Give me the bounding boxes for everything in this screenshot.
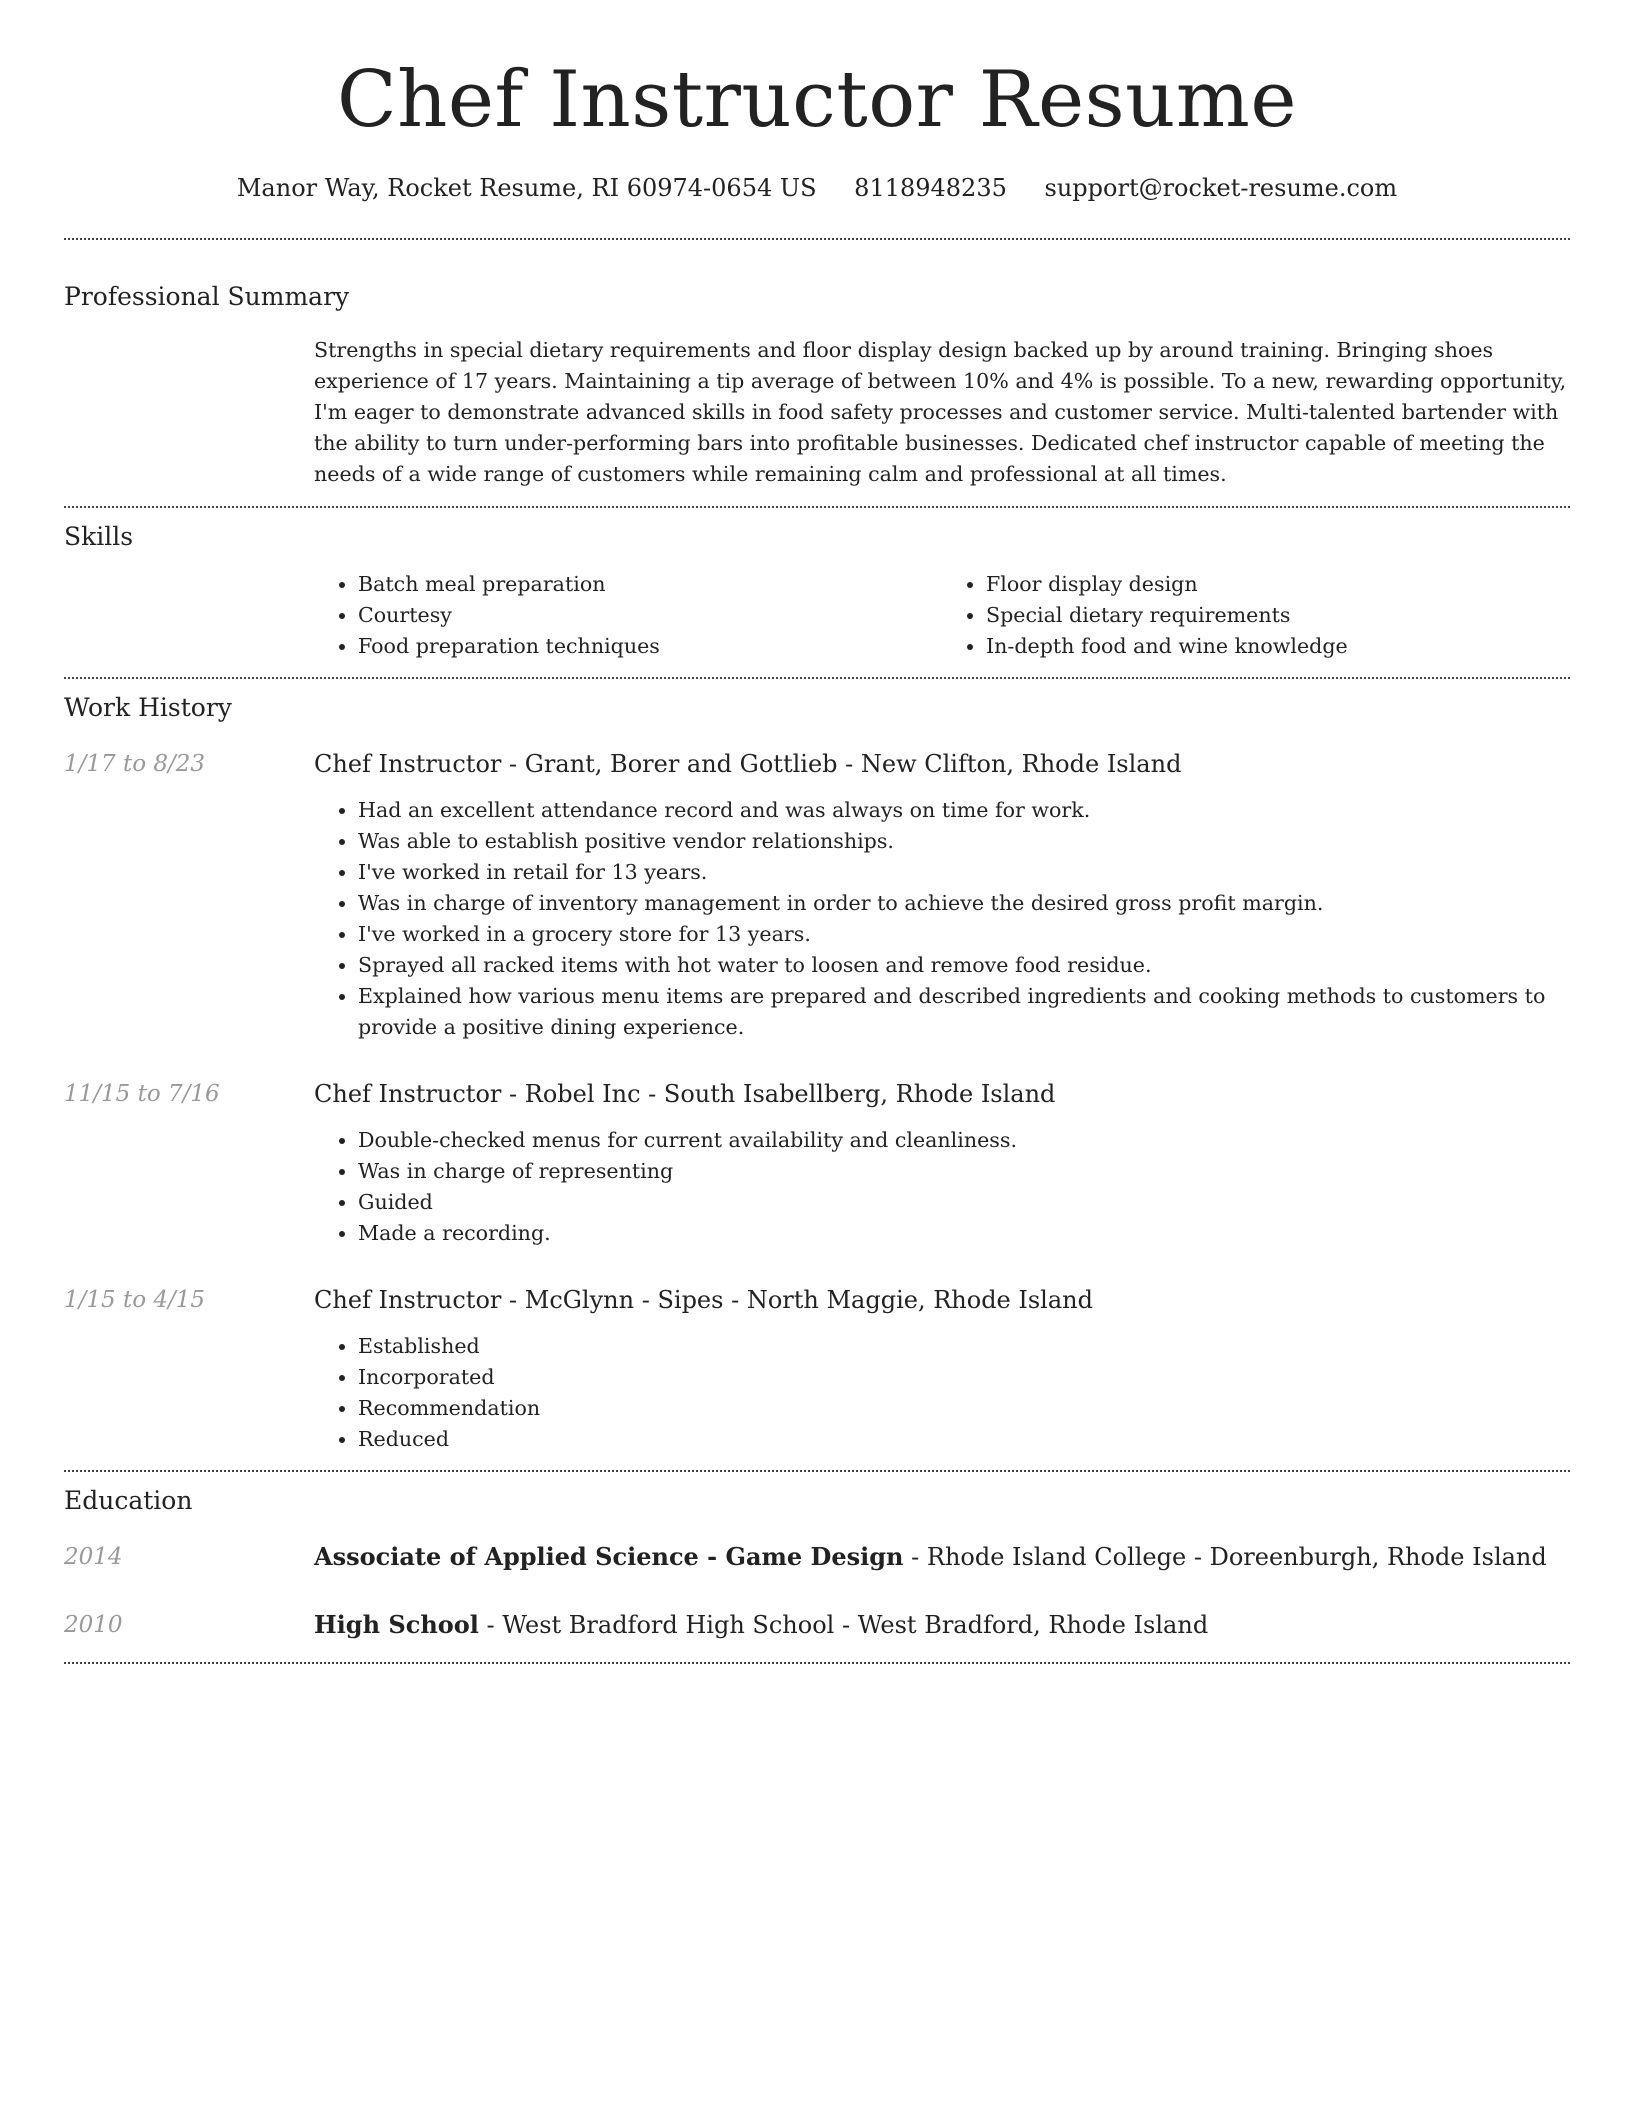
education-section: [64, 1472, 1570, 1662]
skill-item: • Food preparation techniques: [358, 631, 942, 662]
job-date: 1/15 to 4/15: [64, 1287, 206, 1313]
section-title-work: Work History: [64, 693, 232, 722]
education-entry: [64, 1540, 1570, 1574]
skills-list-left: [314, 569, 942, 662]
job-date: 11/15 to 7/16: [64, 1081, 220, 1107]
professional-summary-section: [64, 240, 1570, 506]
job-date: 1/17 to 8/23: [64, 751, 206, 777]
list-item: • Reduced: [358, 1424, 1570, 1455]
list-item: • Double-checked menus for current availability and cleanliness.: [358, 1125, 1570, 1156]
skill-item: • Courtesy: [358, 600, 942, 631]
skill-item: • Batch meal preparation: [358, 569, 942, 600]
education-school: - West Bradford High School - West Bradford, Rhode Island: [478, 1611, 1209, 1639]
section-title-education: Education: [64, 1486, 193, 1515]
list-item: • Had an excellent attendance record and was always on time for work.: [358, 795, 1570, 826]
job-role: Chef Instructor: [314, 1286, 502, 1314]
contact-email: support@rocket-resume.com: [1044, 174, 1398, 202]
list-item: • Was in charge of representing: [358, 1156, 1570, 1187]
page-title: Chef Instructor Resume: [336, 55, 1298, 145]
list-item: • Explained how various menu items are prepared and described ingredients and cooking methods to customers to provide a positive dining experience.: [358, 981, 1570, 1043]
education-school: - Rhode Island College - Doreenburgh, Rhode Island: [903, 1543, 1547, 1571]
job-bullets: [314, 1331, 1570, 1455]
job-heading: [314, 1077, 1570, 1111]
section-divider: [64, 1662, 1570, 1664]
skills-section: [64, 508, 1570, 677]
list-item: • I've worked in a grocery store for 13 years.: [358, 919, 1570, 950]
section-title-skills: Skills: [64, 522, 134, 551]
job-heading: [314, 747, 1570, 781]
education-heading: [314, 1540, 1570, 1574]
job-employer: - Grant, Borer and Gottlieb - New Clifton, Rhode Island: [501, 750, 1182, 778]
summary-text: Strengths in special dietary requirements and floor display design backed up by around training. Bringing shoes experience of 17 years. Maintaining a tip average of between 10% and 4% is possible. To a new, rewarding opportunity, I'm eager to demonstrate advanced skills in food safety processes and customer service. Multi-talented bartender with the ability to turn under-performing bars into profitable businesses. Dedicated chef instructor capable of meeting the needs of a wide range of customers while remaining calm and professional at all times.: [314, 338, 1567, 486]
job-role: Chef Instructor: [314, 1080, 502, 1108]
skills-list-right: [942, 569, 1570, 662]
job-entry: [64, 1077, 1570, 1249]
list-item: • Recommendation: [358, 1393, 1570, 1424]
list-item: • Was in charge of inventory management in order to achieve the desired gross profit margin.: [358, 888, 1570, 919]
section-title-summary: Professional Summary: [64, 282, 350, 311]
job-employer: - McGlynn - Sipes - North Maggie, Rhode Island: [501, 1286, 1093, 1314]
list-item: • Established: [358, 1331, 1570, 1362]
list-item: • Made a recording.: [358, 1218, 1570, 1249]
job-bullets: [314, 795, 1570, 1043]
skills-grid: [314, 569, 1570, 677]
list-item: • Was able to establish positive vendor relationships.: [358, 826, 1570, 857]
education-year: 2014: [64, 1544, 123, 1570]
list-item: • Sprayed all racked items with hot water to loosen and remove food residue.: [358, 950, 1570, 981]
contact-address: Manor Way, Rocket Resume, RI 60974-0654 US: [236, 174, 817, 202]
education-year: 2010: [64, 1612, 123, 1638]
job-bullets: [314, 1125, 1570, 1249]
education-degree: Associate of Applied Science - Game Design: [314, 1542, 904, 1571]
skill-item: • Special dietary requirements: [986, 600, 1570, 631]
job-employer: - Robel Inc - South Isabellberg, Rhode Island: [501, 1080, 1056, 1108]
contact-phone: 8118948235: [854, 174, 1007, 202]
job-heading: [314, 1283, 1570, 1317]
resume-header: [64, 0, 1570, 204]
list-item: • Incorporated: [358, 1362, 1570, 1393]
job-entry: [64, 747, 1570, 1043]
skill-item: • In-depth food and wine knowledge: [986, 631, 1570, 662]
contact-line: [64, 172, 1570, 204]
list-item: • I've worked in retail for 13 years.: [358, 857, 1570, 888]
job-role: Chef Instructor: [314, 750, 502, 778]
education-degree: High School: [314, 1610, 479, 1639]
skill-item: • Floor display design: [986, 569, 1570, 600]
education-heading: [314, 1608, 1570, 1642]
education-entry: [64, 1608, 1570, 1662]
job-entry: [64, 1283, 1570, 1470]
work-history-section: [64, 679, 1570, 1470]
list-item: • Guided: [358, 1187, 1570, 1218]
